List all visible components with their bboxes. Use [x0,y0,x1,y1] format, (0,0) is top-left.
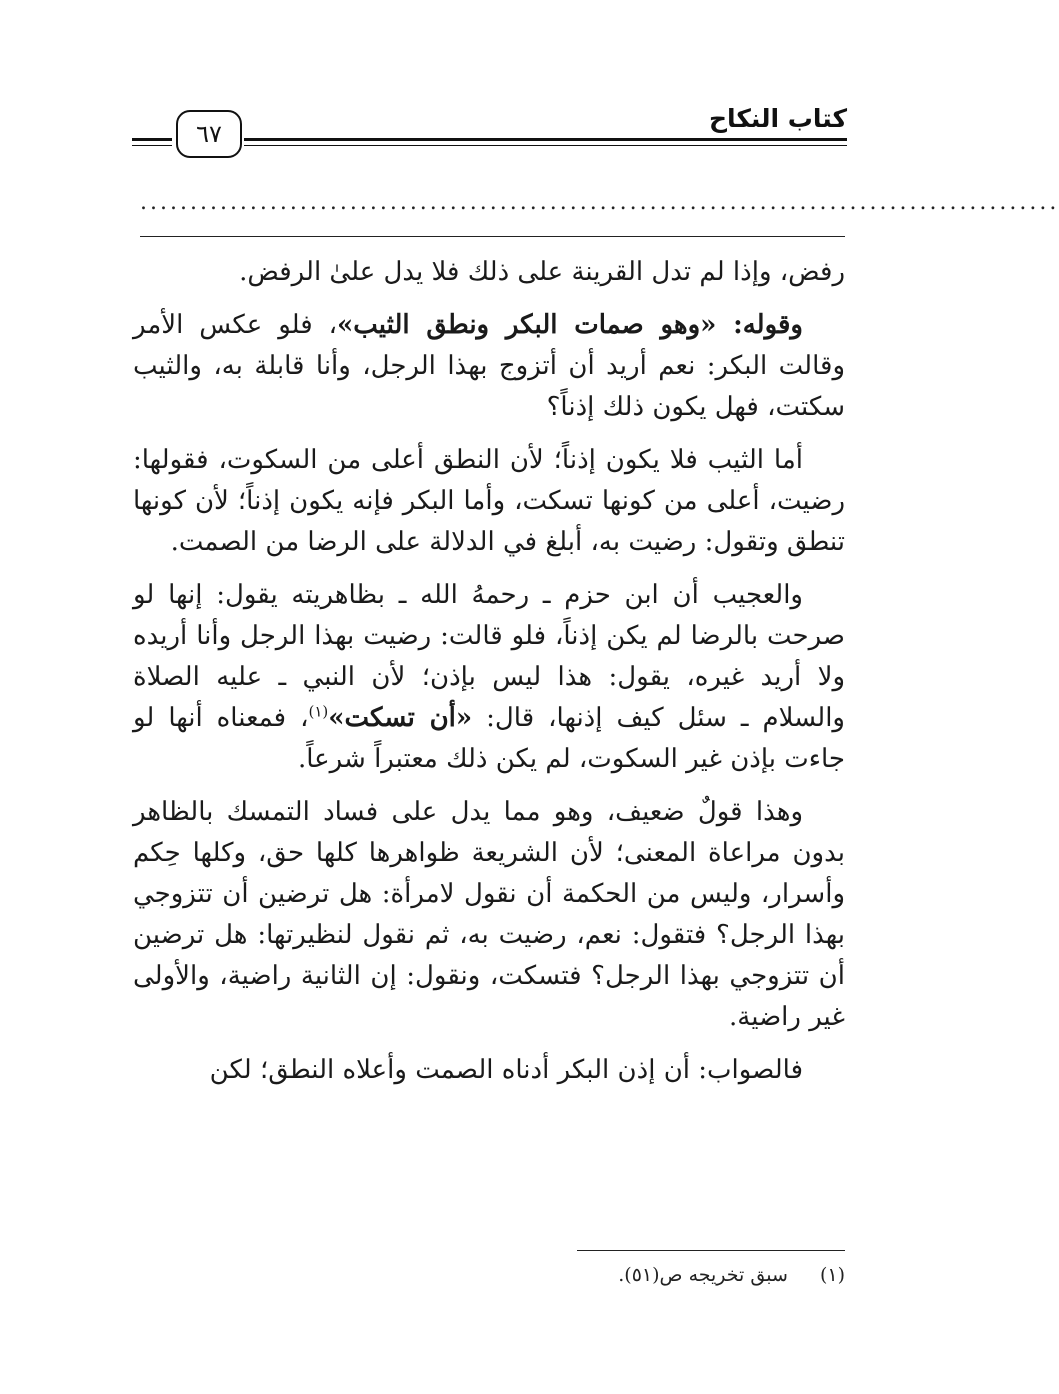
bold-quote: «أن تسكت» [328,703,473,733]
book-title: كتاب النكاح [708,104,847,133]
paragraph [133,305,845,428]
header-rule-left-thick [132,138,172,141]
text-top-rule [140,236,845,237]
body-text [133,252,845,1103]
footnote-reference: (١) [308,702,329,721]
text-segment: أما الثيب فلا يكون إذناً؛ لأن النطق أعلى من السكوت، فقولها: رضيت، أعلى من كونها تسكت، وأما البكر فإنه يكون إذناً؛ لأن كونها تنطق وتقول: رضيت به، أبلغ في الدلالة على الرضا من الصمت. [133,445,845,557]
paragraph [133,575,845,780]
paragraph [133,252,845,293]
text-segment: ، فلو عكس الأمر وقالت البكر: نعم أريد أن أتزوج بهذا الرجل، وأنا قابلة به، والثيب سكتت، فهل يكون ذلك إذناً؟ [133,310,845,422]
header-rule-thick [244,138,847,141]
text-segment: وهذا قولٌ ضعيف، وهو مما يدل على فساد التمسك بالظاهر بدون مراعاة المعنى؛ لأن الشريعة ظواهرها كلها حق، وكلها حِكم وأسرار، وليس من الحكمة أن نقول لامرأة: هل ترضين أن تتزوجي بهذا الرجل؟ فتقول: نعم، رضيت به، ثم نقول لنظيرتها: هل ترضين أن تتزوجي بهذا الرجل؟ فتسكت، ونقول: إن الثانية راضية، والأولى غير راضية. [133,797,845,1032]
bold-quote: وقوله: «وهو صمات البكر ونطق الثيب» [336,310,803,340]
footnote [345,1260,845,1290]
page-header [132,100,847,160]
footnote-text: سبق تخريجه ص(٥١). [618,1264,788,1286]
footnote-rule [577,1250,845,1251]
text-segment: فالصواب: أن إذن البكر أدناه الصمت وأعلاه النطق؛ لكن [209,1055,803,1085]
paragraph [133,1050,845,1091]
text-segment: ، فمعناه أنها لو جاءت بإذن غير السكوت، لم يكن ذلك معتبراً شرعاً. [133,703,845,774]
header-rule-left-thin [132,145,172,146]
text-segment: رفض، وإذا لم تدل القرينة على ذلك فلا يدل علىٰ الرفض. [239,257,845,287]
header-rule-thin [244,145,847,146]
text-segment: والعجيب أن ابن حزم ـ رحمهُ الله ـ بظاهريته يقول: إنها لو صرحت بالرضا لم يكن إذناً، فلو قالت: رضيت بهذا الرجل وأنا أريده ولا أريد غيره، يقول: هذا ليس بإذن؛ لأن النبي ـ عليه الصلاة والسلام ـ سئل كيف إذنها، قال: [133,580,845,733]
footnote-mark: (١) [819,1264,845,1286]
paragraph [133,792,845,1038]
page-number: ٦٧ [176,110,242,158]
paragraph [133,440,845,563]
dotted-separator: ............................................................................................ [140,190,1059,215]
